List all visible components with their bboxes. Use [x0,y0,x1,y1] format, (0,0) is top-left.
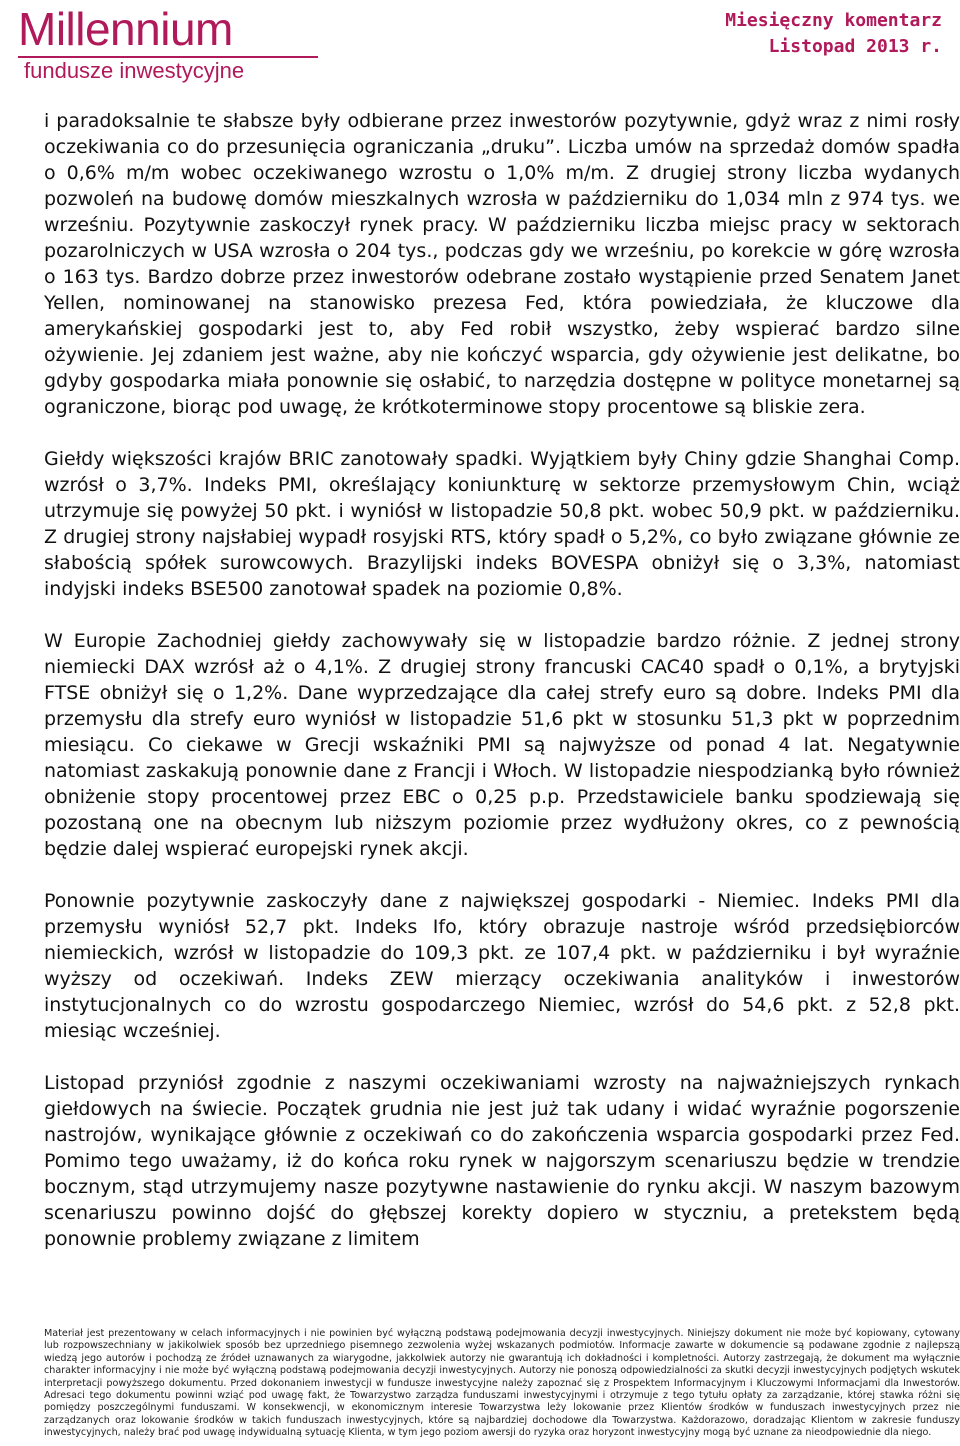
logo-subtitle: fundusze inwestycyjne [24,58,245,83]
document-title: Miesięczny komentarz [725,10,942,31]
paragraph-germany: Ponownie pozytywnie zaskoczyły dane z największej gospodarki - Niemiec. Indeks PMI dla przemysłu wyniósł 52,7 pkt. Indeks Ifo, który obrazuje nastroje wśród przedsiębiorców niemieckich, wzrósł w listopadzie do 109,3 pkt. ze 107,4 pkt. w październiku i był wyraźnie wyższy od oczekiwań. Indeks ZEW mierzący oczekiwania analityków i inwestorów instytucjonalnych co do wzrostu gospodarczego Niemiec, wzrósł do 54,6 pkt. z 52,8 pkt. miesiąc wcześniej. [44,890,960,1042]
paragraph-usa: i paradoksalnie te słabsze były odbierane przez inwestorów pozytywnie, gdyż wraz z nimi rosły oczekiwania co do przesunięcia ograniczania „druku”. Liczba umów na sprzedaż domów spadła o 0,6% m/m wobec oczekiwanego wzrostu o 1,0% m/m. Z drugiej strony liczba wydanych pozwoleń na budowę domów mieszkalnych wzrosła w październiku do 1,034 mln z 974 tys. we wrześniu. Pozytywnie zaskoczył rynek pracy. W październiku liczba miejsc pracy w sektorach pozarolniczych w USA wzrosła o 204 tys., podczas gdy we wrześniu, po korekcie w górę wzrosła o 163 tys. Bardzo dobrze przez inwestorów odebrane zostało wystąpienie przed Senatem Janet Yellen, nominowanej na stanowisko prezesa Fed, która powiedziała, że kluczowe dla amerykańskiej gospodarki jest to, aby Fed robił wszystko, żeby wspierać bardzo silne ożywienie. Jej zdaniem jest ważne, aby nie kończyć wsparcia, gdy ożywienie jest delikatne, bo gdyby gospodarka miała ponownie się osłabić, to narzędzia dostępne w polityce monetarnej są ograniczone, biorąc pod uwagę, że krótkoterminowe stopy procentowe są bliskie zera. [44,110,960,418]
paragraph-western-europe: W Europie Zachodniej giełdy zachowywały się w listopadzie bardzo różnie. Z jednej strony niemiecki DAX wzrósł aż o 4,1%. Z drugiej strony francuski CAC40 spadł o 0,1%, a brytyjski FTSE obniżył się o 1,2%. Dane wyprzedzające dla całej strefy euro są dobre. Indeks PMI dla przemysłu dla strefy euro wyniósł w listopadzie 51,6 pkt w stosunku 51,3 pkt w poprzednim miesiącu. Co ciekawe w Grecji wskaźniki PMI są najwyższe od ponad 4 lat. Negatywnie natomiast zaskakują ponownie dane z Francji i Włoch. W listopadzie niespodzianką było również obniżenie stopy procentowej przez EBC o 0,25 p.p. Przedstawiciele banku spodziewają się pozostaną one na obecnym lub niższym poziomie przez wydłużony okres, co z pewnością będzie dalej wspierać europejski rynek akcji. [44,630,960,860]
legal-disclaimer: Materiał jest prezentowany w celach informacyjnych i nie powinien być wyłączną podstawą podejmowania decyzji inwestycyjnych. Niniejszy dokument nie może być kopiowany, cytowany lub rozpowszechniany w jakikolwiek sposób bez uprzedniego pisemnego zezwolenia wyżej wskazanych podmiotów. Informacje zawarte w dokumencie są podawane zgodnie z najlepszą wiedzą jego autorów i pochodzą ze źródeł uznawanych za wiarygodne, jakkolwiek autorzy nie gwarantują ich dokładności i kompletności. Autorzy zastrzegają, że dokument ma wyłącznie charakter informacyjny i nie może być wyłączną podstawą podejmowania decyzji inwestycyjnych. Autorzy nie ponoszą odpowiedzialności za skutki decyzji inwestycyjnych podjętych wskutek interpretacji powyższego dokumentu. Przed dokonaniem inwestycji w fundusze inwestycyjne należy zapoznać się z Prospektem Informacyjnym i Kluczowymi Informacjami dla Inwestorów. Adresaci tego dokumentu powinni wziąć pod uwagę fakt, że Towarzystwo zarządza funduszami inwestycyjnymi i otrzymuje z tego tytułu opłaty za zarządzanie, której stawka różni się pomiędzy poszczególnymi funduszami. W konsekwencji, w ekonomicznym interesie Towarzystwa leży lokowanie przez Klientów środków w funduszach inwestycyjnych przez nie zarządzanych oraz lokowanie środków w takich funduszach inwestycyjnych, które są najbardziej dochodowe dla Towarzystwa. Każdorazowo, doradzając Klientom w zakresie funduszy inwestycyjnych, należy brać pod uwagę indywidualną sytuację Klienta, w tym jego poziom awersji do ryzyka oraz horyzont inwestycyjny mogą być uznane za nieodpowiednie dla niego. [44,1328,960,1439]
logo-wordmark: Millennium [18,3,233,55]
millennium-logo [18,3,318,86]
paragraph-bric: Giełdy większości krajów BRIC zanotowały spadki. Wyjątkiem były Chiny gdzie Shanghai Comp. wzrósł o 3,7%. Indeks PMI, określający koniunkturę w sektorze przemysłowym Chin, wciąż utrzymuje się powyżej 50 pkt. i wyniósł w listopadzie 50,8 pkt. wobec 50,9 pkt. w październiku. Z drugiej strony najsłabiej wypadł rosyjski RTS, który spadł o 5,2%, co było związane głównie ze słabością spółek surowcowych. Brazylijski indeks BOVESPA obniżył się o 3,3%, natomiast indyjski indeks BSE500 zanotował spadek na poziomie 0,8%. [44,448,960,600]
paragraph-outlook: Listopad przyniósł zgodnie z naszymi oczekiwaniami wzrosty na najważniejszych rynkach giełdowych na świecie. Początek grudnia nie jest już tak udany i widać wyraźnie pogorszenie nastrojów, wynikające głównie z oczekiwań co do zakończenia wsparcia gospodarki przez Fed. Pomimo tego uważamy, iż do końca roku rynek w najgorszym scenariuszu będzie w trendzie bocznym, stąd utrzymujemy nasze pozytywne nastawienie do rynku akcji. W naszym bazowym scenariuszu powinno dojść do głębszej korekty dopiero w styczniu, a pretekstem będą ponownie problemy związane z limitem [44,1072,960,1250]
document-date: Listopad 2013 r. [768,36,942,57]
commentary-body [44,108,960,1278]
document-header [725,8,942,60]
